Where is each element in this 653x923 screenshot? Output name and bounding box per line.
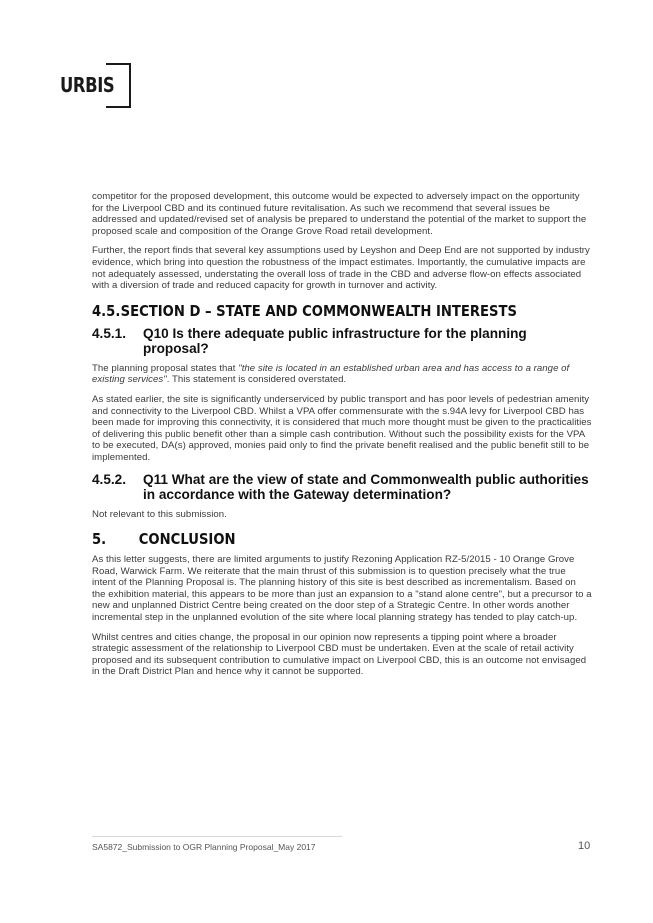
text-span: . This statement is considered overstated. <box>166 374 347 386</box>
text-span: The planning proposal states that <box>92 362 239 374</box>
section-heading-5 <box>92 530 517 548</box>
footer-document-reference: SA5872_Submission to OGR Planning Proposal_May 2017 <box>92 842 316 852</box>
page-number: 10 <box>578 840 591 852</box>
quote-span: "the site is located in an established urban area and has access to a range of existing services" <box>92 362 570 386</box>
logo-text: URBIS <box>60 73 115 97</box>
urbis-logo <box>59 63 133 111</box>
footer-divider <box>92 836 342 837</box>
section-number: 4.5. <box>92 301 121 320</box>
subsection-number: 4.5.1. <box>92 325 127 341</box>
subsection-title: Q10 Is there adequate public infrastructure for the planning proposal? <box>143 325 527 357</box>
paragraph-competitor: competitor for the proposed development, this outcome would be expected to adversely impact on the opportunity for the Liverpool CBD and its continued future revitalisation. As such we recommend that several issues be addressed and updated/revised set of analysis be prepared to understand the potential of the market to support the proposed scale and composition of the Orange Grove Road retail development. <box>92 191 587 237</box>
document-body <box>92 191 592 686</box>
section-title: CONCLUSION <box>138 530 236 549</box>
subsection-heading-q11 <box>92 472 592 503</box>
subsection-title: Q11 What are the view of state and Commonwealth public authorities in accordance with the Gateway determination? <box>143 471 589 502</box>
paragraph-conclusion-2: Whilst centres and cities change, the proposal in our opinion now represents a tipping point where a broader strategic assessment of the relationship to Liverpool CBD must be undertaken. Even at the scale of retail activity proposed and its subsequent contribution to cumulative impact on Liverpool CBD, this is an outcome not envisaged in the Draft District Plan and hence why it cannot be supported. <box>92 631 587 678</box>
section-number: 5. <box>92 530 107 549</box>
subsection-number: 4.5.2. <box>92 471 127 487</box>
paragraph-assumptions: Further, the report finds that several key assumptions used by Leyshon and Deep End are not supported by industry evidence, which bring into question the robustness of the impact estimates. Importantly, the cumulative impacts are not adequately assessed, understating the overall loss of trade in the CBD and adverse flow-on effects associated with a diversion of trade and reduced capacity for growth in turnover and activity. <box>92 245 590 292</box>
paragraph-q10-statement <box>92 363 592 386</box>
section-heading-4-5 <box>92 302 517 320</box>
paragraph-q11: Not relevant to this submission. <box>92 508 227 520</box>
section-title: SECTION D – STATE AND COMMONWEALTH INTERESTS <box>120 301 517 320</box>
subsection-heading-q10 <box>92 326 592 357</box>
paragraph-conclusion-1: As this letter suggests, there are limited arguments to justify Rezoning Application RZ-5/2015 - 10 Orange Grove Road, Warwick Farm. We reiterate that the main thrust of this submission is to question precisely what the true intent of the Planning Proposal is. The planning history of this site is best described as incrementalism. Based on the exhibition material, this appears to be more than just an expansion to a "stand alone centre", but a precursor to a new and unplanned District Centre being created on the door step of a Strategic Centre. In other words another incremental step in the unplanned evolution of the site where local planning strategy has tended to play catch-up. <box>92 554 592 624</box>
paragraph-q10-underserviced: As stated earlier, the site is significantly underserviced by public transport and has poor levels of pedestrian amenity and connectivity to the Liverpool CBD. Whilst a VPA offer commensurate with the s.94A levy for Liverpool CBD has been made for improving this connectivity, it is considered that much more thought must be given to the practicalities of delivering this public benefit other than a simple cash contribution. Without such the possibility exists for the VPA to be executed, DA(s) approved, monies paid only to find the private benefit realised and the public benefit still to be implemented. <box>92 393 592 463</box>
